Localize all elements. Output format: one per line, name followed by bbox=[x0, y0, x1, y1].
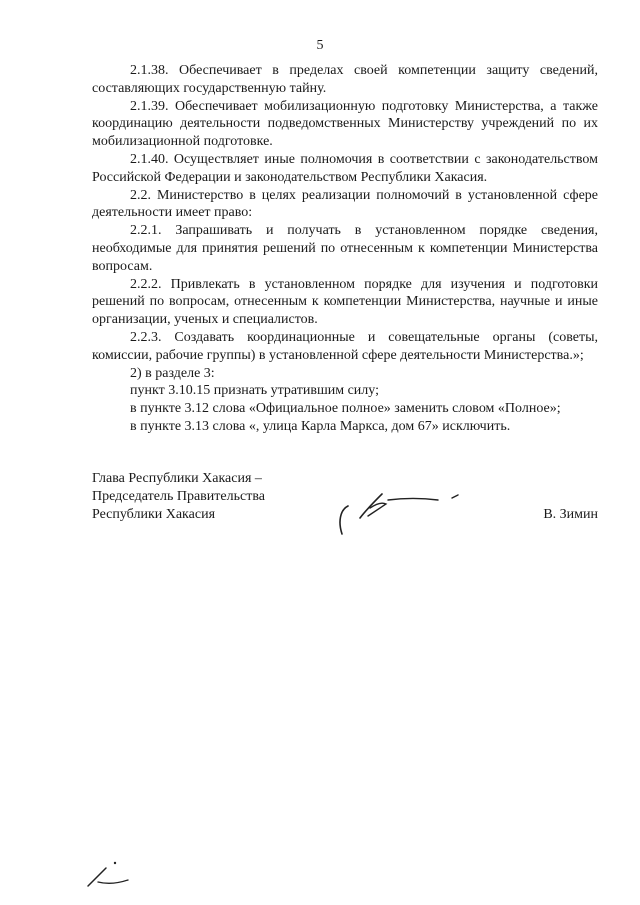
paragraph: в пункте 3.12 слова «Официальное полное» заменить словом «Полное»; bbox=[130, 401, 561, 417]
paragraph: 2.2.1. Запрашивать и получать в установленном порядке сведения, необходимые для принятия решений по отнесенным к компетенции Министерства вопросам. bbox=[92, 223, 598, 274]
signatory-name: В. Зимин bbox=[543, 507, 598, 522]
initials-mark bbox=[84, 860, 134, 890]
page-number: 5 bbox=[316, 38, 324, 53]
paragraph: 2.1.38. Обеспечивает в пределах своей компетенции защиту сведений, составляющих государственную тайну. bbox=[92, 63, 598, 96]
paragraph: 2.2.3. Создавать координационные и совещательные органы (советы, комиссии, рабочие группы) в установленной сфере деятельности Министерства.»; bbox=[92, 329, 598, 363]
body-text bbox=[92, 62, 598, 436]
signatory-title-line: Республики Хакасия bbox=[92, 507, 216, 522]
paragraph: пункт 3.10.15 признать утратившим силу; bbox=[130, 383, 379, 399]
paragraph: 2) в разделе 3: bbox=[130, 365, 215, 381]
paragraph: 2.2.2. Привлекать в установленном порядке для изучения и подготовки решений по вопросам, отнесенным к компетенции Министерства, научные и иные организации, ученых и специалистов. bbox=[92, 276, 598, 328]
handwritten-signature bbox=[330, 486, 470, 542]
signatory-title-line: Глава Республики Хакасия – bbox=[92, 471, 262, 486]
paragraph: 2.1.40. Осуществляет иные полномочия в соответствии с законодательством Российской Федерации и законодательством Республики Хакасия. bbox=[92, 151, 598, 185]
paragraph: 2.2. Министерство в целях реализации полномочий в установленной сфере деятельности имеет право: bbox=[92, 187, 598, 221]
signatory-title-line: Председатель Правительства bbox=[92, 489, 265, 504]
paragraph: 2.1.39. Обеспечивает мобилизационную подготовку Министерства, а также координацию деятельности подведомственных Министерству учреждений по их мобилизационной подготовке. bbox=[92, 98, 598, 150]
paragraph: в пункте 3.13 слова «, улица Карла Маркса, дом 67» исключить. bbox=[130, 418, 511, 434]
